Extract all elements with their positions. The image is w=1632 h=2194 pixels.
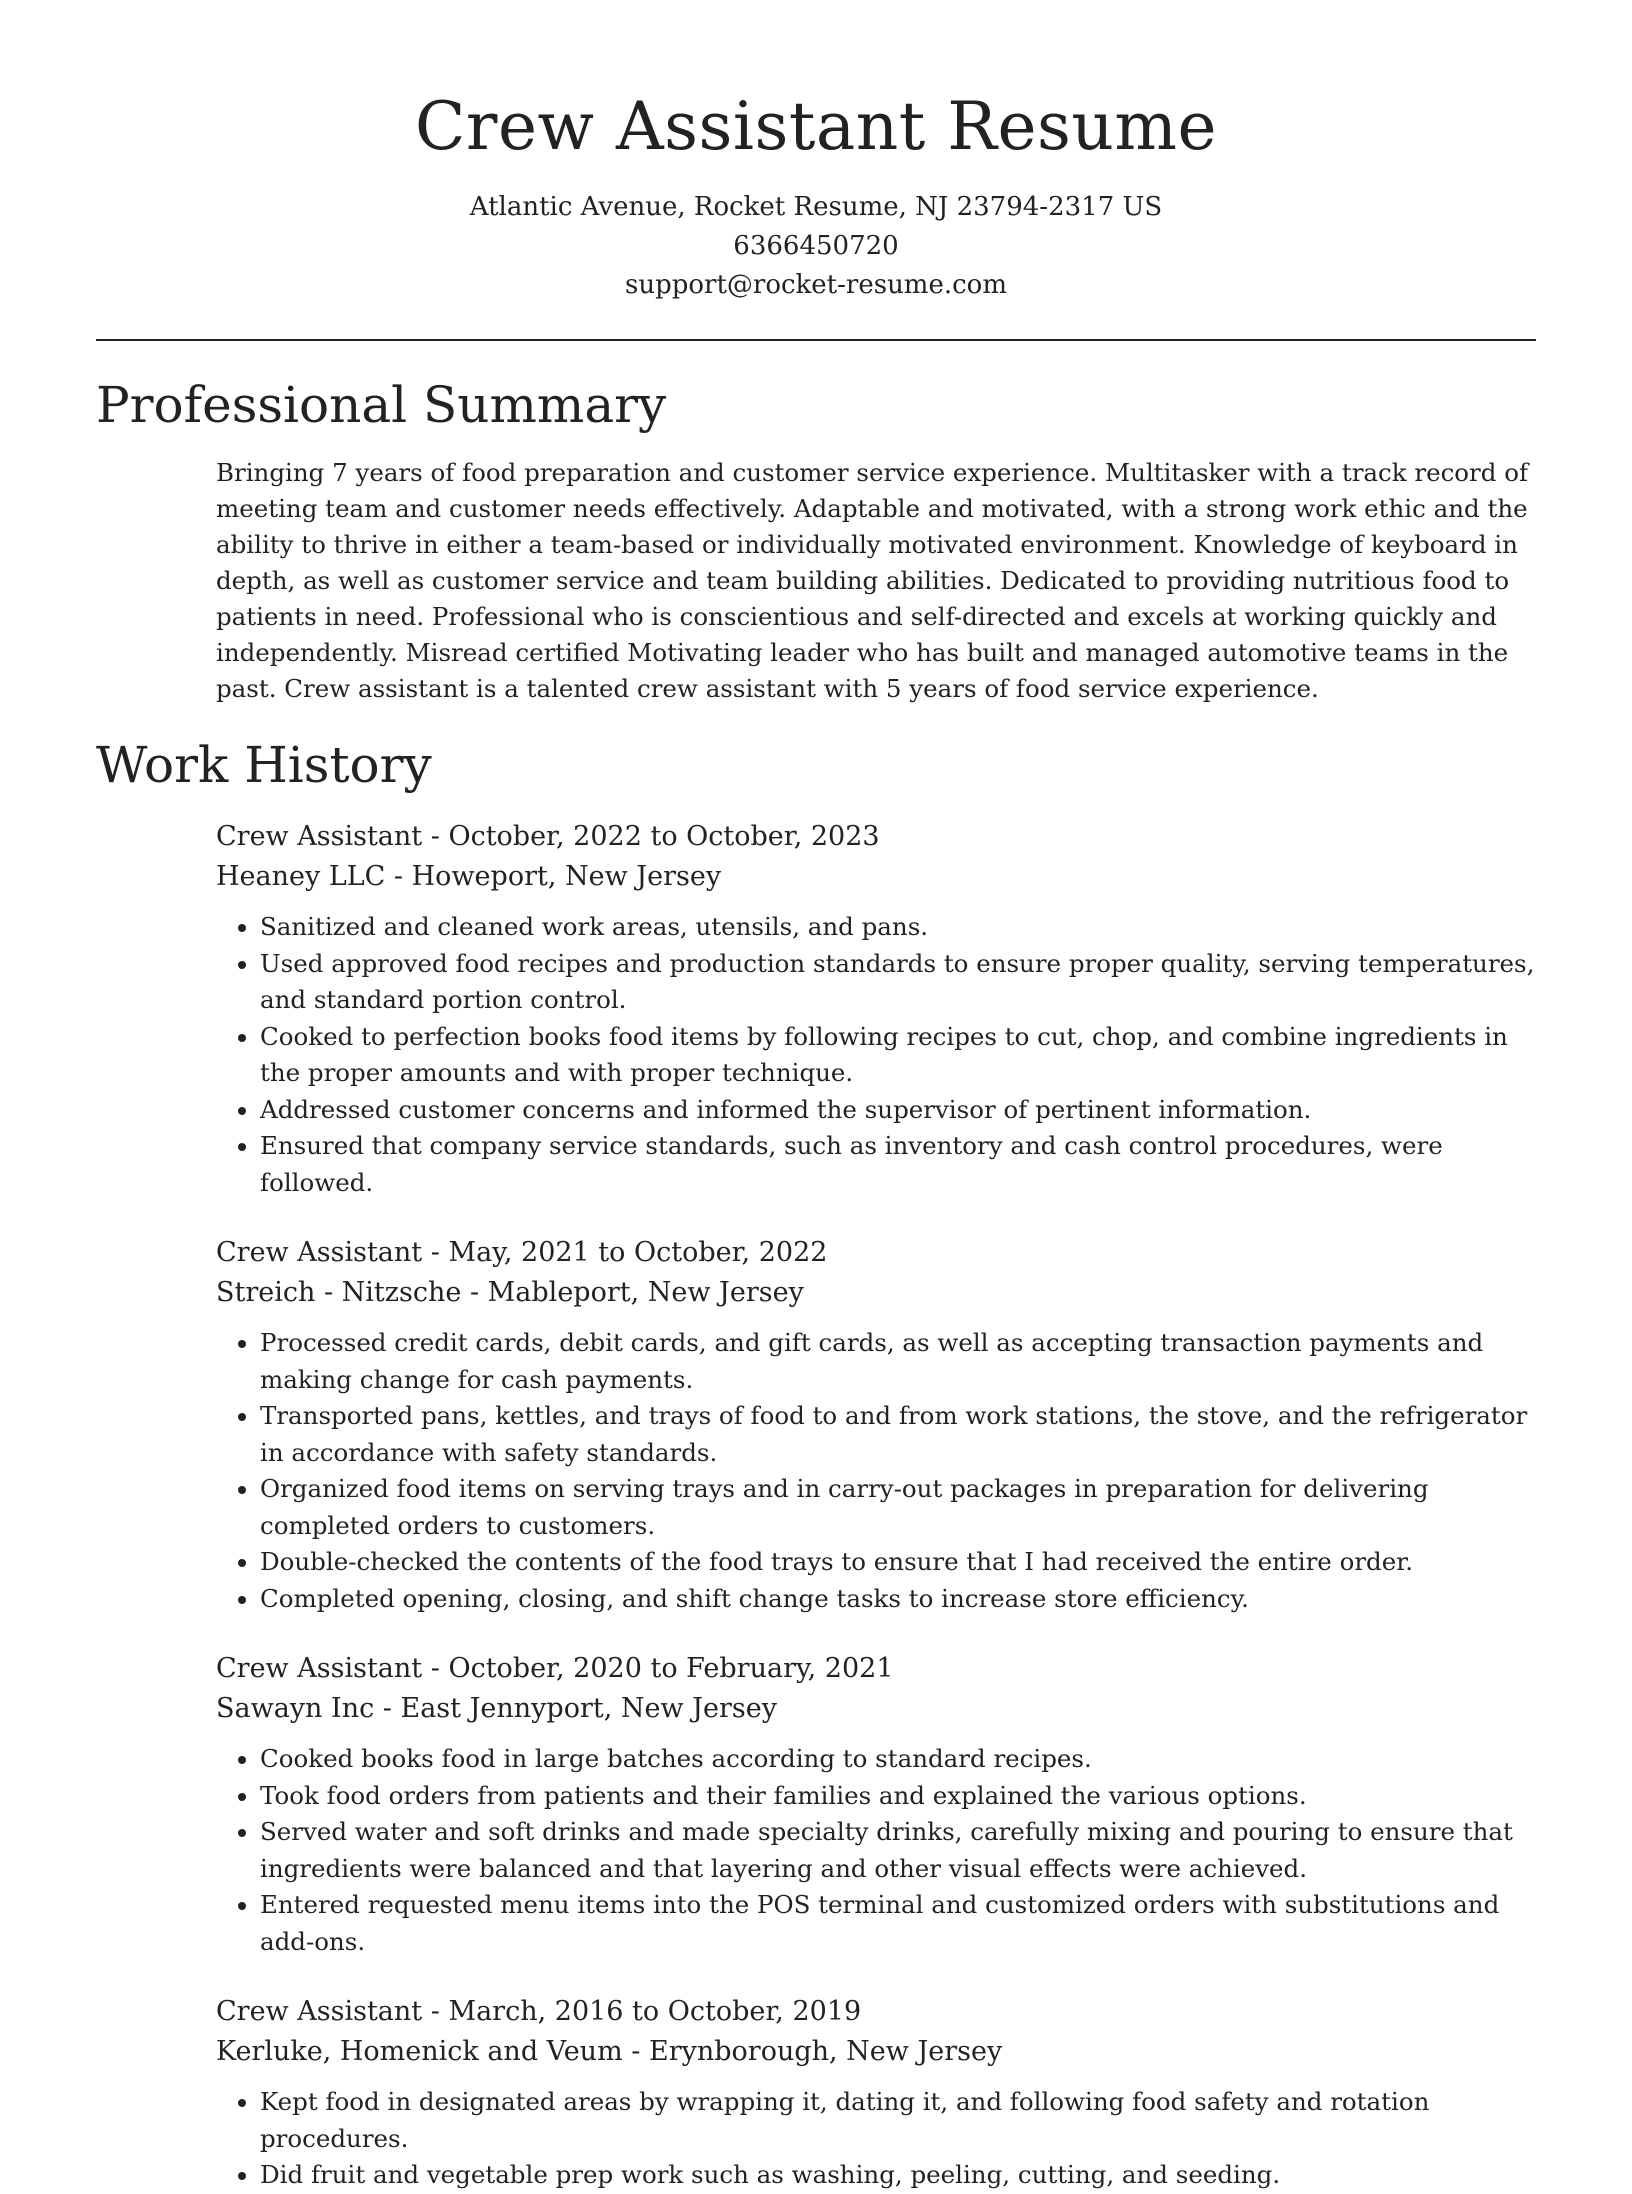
list-item: • Double-checked the contents of the food trays to ensure that I had received the entire order.	[260, 1544, 1536, 1581]
list-item: • Addressed customer concerns and informed the supervisor of pertinent information.	[260, 1092, 1536, 1129]
contact-address: Atlantic Avenue, Rocket Resume, NJ 23794-2317 US	[469, 192, 1163, 222]
job-company-line	[216, 2032, 1536, 2072]
job-title: Crew Assistant	[216, 821, 423, 852]
resume-page	[96, 0, 1536, 2194]
job-company: Kerluke, Homenick and Veum	[216, 2036, 623, 2067]
job-title: Crew Assistant	[216, 1237, 423, 1268]
list-item: • Sanitized and cleaned work areas, utensils, and pans.	[260, 909, 1536, 946]
list-item: • Entered requested menu items into the POS terminal and customized orders with substitutions and add-ons.	[260, 1887, 1536, 1960]
list-item: • Organized food items on serving trays and in carry-out packages in preparation for delivering completed orders to customers.	[260, 1471, 1536, 1544]
job-company: Heaney LLC	[216, 861, 386, 892]
job-title: Crew Assistant	[216, 1996, 423, 2027]
job-company-line	[216, 857, 1536, 897]
job-entry	[216, 1649, 1536, 1960]
list-item: • Used approved food recipes and production standards to ensure proper quality, serving temperatures, and standard portion control.	[260, 946, 1536, 1019]
job-entry	[216, 817, 1536, 1201]
job-bullets	[216, 909, 1536, 1201]
list-item: • Took food orders from patients and their families and explained the various options.	[260, 1778, 1536, 1815]
job-dates: October, 2020 to February, 2021	[448, 1653, 894, 1684]
separator: -	[385, 861, 412, 892]
job-dates: October, 2022 to October, 2023	[448, 821, 880, 852]
job-company-line	[216, 1273, 1536, 1313]
job-dates: March, 2016 to October, 2019	[448, 1996, 862, 2027]
resume-title: Crew Assistant Resume	[414, 88, 1218, 165]
separator: -	[422, 1653, 449, 1684]
job-title-line	[216, 1649, 1536, 1689]
resume-header	[96, 0, 1536, 305]
separator: -	[622, 2036, 649, 2067]
job-title-line	[216, 817, 1536, 857]
list-item: • Kept food in designated areas by wrapping it, dating it, and following food safety and rotation procedures.	[260, 2084, 1536, 2157]
list-item: • Cooked books food in large batches according to standard recipes.	[260, 1741, 1536, 1778]
separator: -	[422, 821, 449, 852]
job-location: Erynborough, New Jersey	[648, 2036, 1003, 2067]
list-item: • Completed opening, closing, and shift change tasks to increase store efficiency.	[260, 1581, 1536, 1618]
list-item: • Ensured that company service standards, such as inventory and cash control procedures, were followed.	[260, 1128, 1536, 1201]
job-location: Howeport, New Jersey	[411, 861, 722, 892]
summary-heading: Professional Summary	[96, 376, 667, 434]
job-dates: May, 2021 to October, 2022	[448, 1237, 828, 1268]
job-bullets	[216, 1325, 1536, 1617]
separator: -	[422, 1237, 449, 1268]
job-bullets	[216, 2084, 1536, 2194]
job-entry	[216, 1992, 1536, 2194]
separator: -	[422, 1996, 449, 2027]
contact-phone: 6366450720	[733, 231, 899, 261]
job-company: Streich - Nitzsche	[216, 1277, 462, 1308]
job-location: Mableport, New Jersey	[487, 1277, 804, 1308]
list-item: • Served water and soft drinks and made specialty drinks, carefully mixing and pouring to ensure that ingredients were balanced and that layering and other visual effects were achieved.	[260, 1814, 1536, 1887]
summary-text: Bringing 7 years of food preparation and customer service experience. Multitasker with a track record of meeting team and customer needs effectively. Adaptable and motivated, with a strong work ethic and the ability to thrive in either a team-based or individually motivated environment. Knowledge of keyboard in depth, as well as customer service and team building abilities. Dedicated to providing nutritious food to patients in need. Professional who is conscientious and self-directed and excels at working quickly and independently. Misread certified Motivating leader who has built and managed automotive teams in the past. Crew assistant is a talented crew assistant with 5 years of food service experience.	[216, 458, 1529, 703]
list-item: • Did fruit and vegetable prep work such as washing, peeling, cutting, and seeding.	[260, 2157, 1536, 2194]
list-item: • Cooked to perfection books food items by following recipes to cut, chop, and combine ingredients in the proper amounts and with proper technique.	[260, 1019, 1536, 1092]
job-title-line	[216, 1233, 1536, 1273]
job-bullets	[216, 1741, 1536, 1960]
job-title: Crew Assistant	[216, 1653, 423, 1684]
separator: -	[374, 1693, 401, 1724]
separator: -	[461, 1277, 488, 1308]
header-divider	[96, 339, 1536, 341]
job-company: Sawayn Inc	[216, 1693, 375, 1724]
contact-email: support@rocket-resume.com	[624, 270, 1007, 300]
job-location: East Jennyport, New Jersey	[400, 1693, 777, 1724]
list-item: • Processed credit cards, debit cards, and gift cards, as well as accepting transaction payments and making change for cash payments.	[260, 1325, 1536, 1398]
list-item: • Transported pans, kettles, and trays of food to and from work stations, the stove, and the refrigerator in accordance with safety standards.	[260, 1398, 1536, 1471]
work-history-heading: Work History	[96, 736, 432, 794]
job-entry	[216, 1233, 1536, 1617]
job-title-line	[216, 1992, 1536, 2032]
job-company-line	[216, 1689, 1536, 1729]
